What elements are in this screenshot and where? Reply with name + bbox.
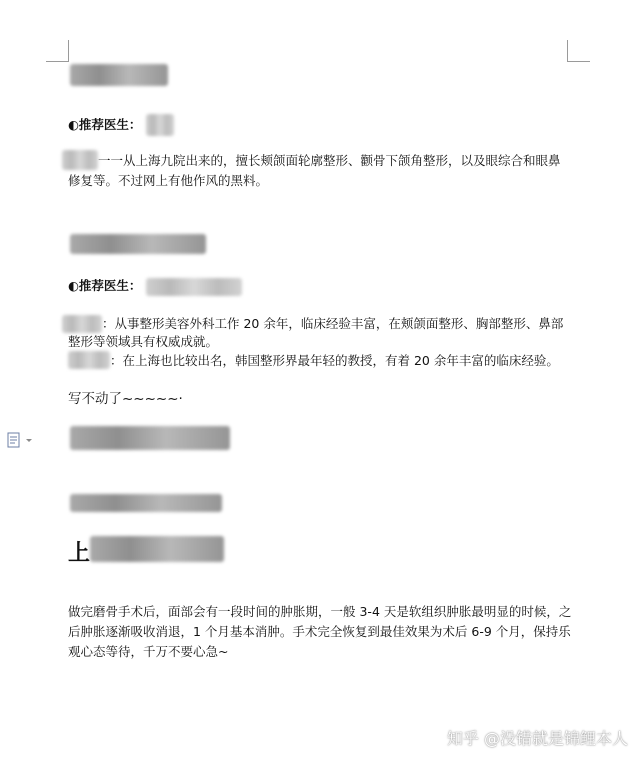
redacted-heading-3	[70, 426, 230, 450]
redacted-heading-2	[70, 234, 206, 254]
redacted-big-heading	[90, 536, 224, 562]
redacted-heading-4	[70, 494, 222, 512]
redacted-doctor-names-2	[146, 278, 242, 296]
document-icon[interactable]	[6, 432, 34, 448]
redacted-name-inline-2a	[62, 315, 102, 333]
crop-mark-top-right-h	[567, 61, 590, 62]
crop-mark-top-right-v	[567, 40, 568, 62]
closing-paragraph-line3: 观心态等待，千万不要心急~	[68, 644, 229, 659]
doctor-description-1-line1: 一一从上海九院出来的，擅长颊颌面轮廓整形、颧骨下颌角整形，以及眼综合和眼鼻	[98, 153, 561, 168]
closing-paragraph-line1: 做完磨骨手术后，面部会有一段时间的肿胀期，一般 3-4 天是软组织肿胀最明显的时候，之	[68, 604, 572, 619]
redacted-heading-1	[70, 64, 168, 86]
zhihu-watermark: 知乎 @没错就是锦鲤本人	[446, 729, 628, 748]
redacted-doctor-name-1	[146, 114, 174, 136]
doctor-description-2a-line2: 整形等领域具有权威成就。	[68, 334, 219, 349]
author-note: 写不动了~~~~~·	[68, 391, 183, 407]
closing-paragraph-line2: 后肿胀逐渐吸收消退，1 个月基本消肿。手术完全恢复到最佳效果为术后 6-9 个月，保持乐	[68, 624, 571, 639]
recommended-doctor-label-1: ◐推荐医生：	[68, 117, 142, 132]
doctor-description-1-line2: 修复等。不过网上有他作风的黑料。	[68, 173, 269, 188]
recommended-doctor-label-2: ◐推荐医生：	[68, 278, 142, 293]
redacted-name-inline-2b	[68, 351, 110, 369]
crop-mark-top-left-h	[46, 61, 69, 62]
big-heading-start: 上	[68, 541, 91, 566]
crop-mark-top-left-v	[68, 40, 69, 62]
doctor-description-2a-line1: ：从事整形美容外科工作 20 余年，临床经验丰富，在颊颌面整形、胸部整形、鼻部	[102, 316, 564, 331]
redacted-name-inline-1	[62, 150, 98, 170]
doctor-description-2b-line1: ：在上海也比较出名，韩国整形界最年轻的教授，有着 20 余年丰富的临床经验。	[110, 353, 559, 368]
